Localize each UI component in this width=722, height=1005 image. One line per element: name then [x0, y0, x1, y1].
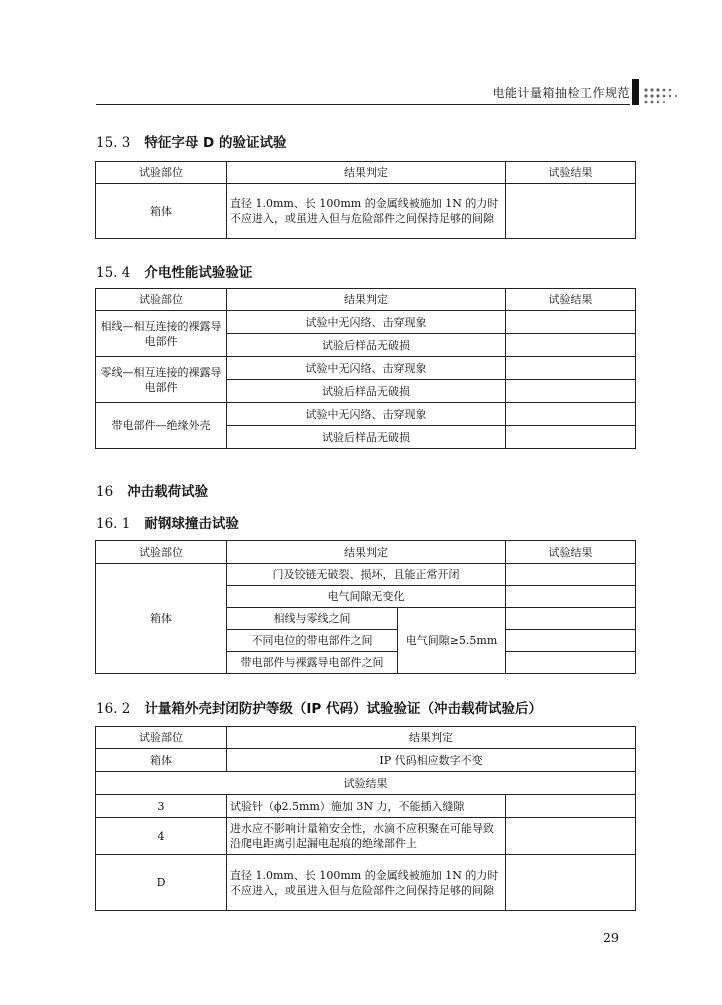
- section-16-1-heading: [96, 512, 239, 532]
- requirement-cell: 试验针（ϕ2.5mm）施加 3N 力，不能插入缝隙: [227, 795, 506, 818]
- criterion-cell: 试验后样品无破损: [227, 426, 506, 449]
- header-cell: 结果判定: [227, 541, 506, 564]
- criterion-cell: IP 代码相应数字不变: [227, 749, 636, 772]
- criterion-cell: 试验中无闪络、击穿现象: [227, 357, 506, 380]
- section-title: 介电性能试验验证: [144, 265, 253, 281]
- header-cell: 试验结果: [506, 289, 636, 311]
- header-cell: 试验部位: [96, 727, 227, 749]
- header-cell: 试验部位: [96, 541, 227, 564]
- header-rule: [96, 104, 630, 105]
- result-cell: [506, 630, 636, 652]
- test-part-cell: 零线—相互连接的裸露导电部件: [96, 357, 227, 403]
- result-cell: [506, 818, 636, 855]
- table-16-1: [95, 540, 636, 674]
- section-title: 计量箱外壳封闭防护等级（IP 代码）试验验证（冲击载荷试验后）: [144, 701, 542, 717]
- requirement-cell: 进水应不影响计量箱安全性，水滴不应积聚在可能导致沿爬电距离引起漏电起痕的绝缘部件上: [227, 818, 506, 855]
- result-cell: [506, 357, 636, 380]
- test-part-cell: 箱体: [96, 749, 227, 772]
- section-number: 15. 3: [96, 135, 131, 151]
- table-15-4: [95, 288, 636, 449]
- criterion-cell: 电气间隙无变化: [227, 586, 506, 608]
- sub-location-cell: 不同电位的带电部件之间: [227, 630, 398, 652]
- result-cell: [506, 334, 636, 357]
- section-16-2-heading: [96, 697, 542, 717]
- result-cell: [506, 608, 636, 630]
- section-title: 冲击载荷试验: [127, 484, 209, 500]
- criterion-cell: 直径 1.0mm、长 100mm 的金属线被施加 1N 的力时不应进入，或虽进入但与危险部件之间保持足够的间隙: [227, 184, 506, 239]
- page-number: 29: [603, 930, 619, 945]
- header-bar: [632, 79, 639, 105]
- test-part-cell: 相线—相互连接的裸露导电部件: [96, 311, 227, 357]
- result-cell: [506, 586, 636, 608]
- result-cell: [506, 564, 636, 586]
- ip-code-cell: 4: [96, 818, 227, 855]
- header-dots-decoration: [643, 84, 679, 104]
- criterion-cell: 门及铰链无破裂、损坏，且能正常开闭: [227, 564, 506, 586]
- requirement-cell: 直径 1.0mm、长 100mm 的金属线被施加 1N 的力时不应进入，或虽进入但与危险部件之间保持足够的间隙: [227, 855, 506, 911]
- header-cell: 结果判定: [227, 162, 506, 184]
- result-cell: [506, 184, 636, 239]
- result-cell: [506, 855, 636, 911]
- section-number: 15. 4: [96, 265, 131, 281]
- result-cell: [506, 380, 636, 403]
- result-cell: [506, 403, 636, 426]
- section-title: 耐钢球撞击试验: [144, 516, 239, 532]
- result-cell: [506, 795, 636, 818]
- result-cell: [506, 426, 636, 449]
- result-cell: [506, 652, 636, 674]
- running-header-title: 电能计量箱抽检工作规范: [492, 86, 630, 100]
- section-number: 16. 1: [96, 516, 131, 532]
- section-15-4-heading: [96, 261, 252, 281]
- header-cell: 试验部位: [96, 162, 227, 184]
- result-cell: [506, 311, 636, 334]
- clearance-cell: 电气间隙≥5.5mm: [398, 608, 506, 674]
- header-cell: 结果判定: [227, 289, 506, 311]
- header-cell: 结果判定: [227, 727, 636, 749]
- header-cell: 试验结果: [506, 162, 636, 184]
- ip-code-cell: 3: [96, 795, 227, 818]
- criterion-cell: 试验后样品无破损: [227, 334, 506, 357]
- section-16-heading: [96, 480, 208, 500]
- ip-code-cell: D: [96, 855, 227, 911]
- table-15-3: [95, 161, 636, 239]
- section-title: 特征字母 D 的验证试验: [144, 135, 287, 151]
- sub-location-cell: 相线与零线之间: [227, 608, 398, 630]
- section-number: 16. 2: [96, 701, 131, 717]
- section-number: 16: [96, 484, 114, 500]
- test-part-cell: 带电部件—绝缘外壳: [96, 403, 227, 449]
- header-cell: 试验结果: [506, 541, 636, 564]
- header-cell: 试验部位: [96, 289, 227, 311]
- table-16-2: [95, 726, 636, 911]
- criterion-cell: 试验后样品无破损: [227, 380, 506, 403]
- criterion-cell: 试验中无闪络、击穿现象: [227, 311, 506, 334]
- criterion-cell: 试验中无闪络、击穿现象: [227, 403, 506, 426]
- test-part-cell: 箱体: [96, 184, 227, 239]
- results-header-cell: 试验结果: [96, 772, 636, 795]
- test-part-cell: 箱体: [96, 564, 227, 674]
- section-15-3-heading: [96, 131, 286, 151]
- sub-location-cell: 带电部件与裸露导电部件之间: [227, 652, 398, 674]
